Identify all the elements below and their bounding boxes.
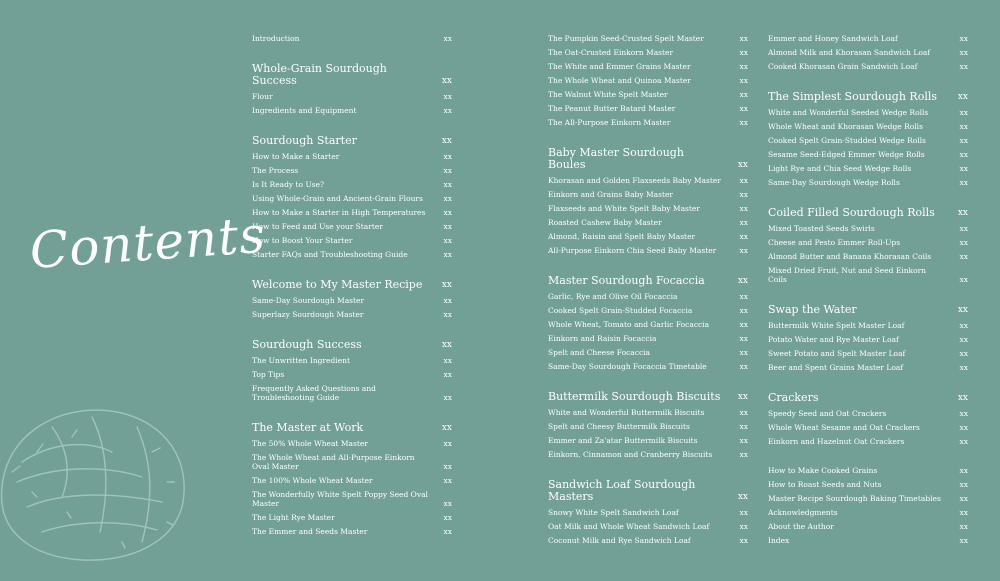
section-page-number: xx bbox=[957, 92, 968, 102]
toc-entry-page-number: xx bbox=[739, 521, 748, 531]
toc-entry-page-number: xx bbox=[443, 221, 452, 231]
toc-entry-label: Einkorn and Raisin Focaccia bbox=[548, 333, 657, 343]
toc-entry[interactable] bbox=[768, 463, 968, 477]
toc-section bbox=[548, 388, 748, 461]
toc-entry-label: Cooked Spelt Grain-Studded Wedge Rolls bbox=[768, 135, 926, 145]
toc-section-heading[interactable] bbox=[548, 144, 748, 173]
toc-entry-page-number: xx bbox=[959, 507, 968, 517]
toc-section-heading[interactable] bbox=[252, 419, 452, 436]
toc-entry[interactable] bbox=[252, 247, 452, 261]
toc-entry-label: The White and Emmer Grains Master bbox=[548, 61, 691, 71]
toc-entry-page-number: xx bbox=[739, 347, 748, 357]
toc-entry-label: The Oat-Crusted Einkorn Master bbox=[548, 47, 674, 57]
toc-entry-page-number: xx bbox=[739, 117, 748, 127]
toc-entry[interactable] bbox=[768, 477, 968, 491]
toc-entry-label: The 50% Whole Wheat Master bbox=[252, 438, 368, 448]
toc-entry[interactable] bbox=[768, 59, 968, 73]
toc-entry[interactable] bbox=[252, 205, 452, 219]
toc-entry-label: Same-Day Sourdough Master bbox=[252, 295, 365, 305]
toc-entry-page-number: xx bbox=[959, 47, 968, 57]
toc-entry-page-number: xx bbox=[739, 245, 748, 255]
toc-entry-label: Ingredients and Equipment bbox=[252, 105, 357, 115]
toc-column-3 bbox=[768, 31, 968, 562]
toc-entry-label: Cooked Khorasan Grain Sandwich Loaf bbox=[768, 61, 918, 71]
toc-column-1 bbox=[252, 31, 452, 553]
toc-entry[interactable] bbox=[548, 215, 748, 229]
toc-entry-page-number: xx bbox=[739, 291, 748, 301]
toc-entry[interactable] bbox=[548, 101, 748, 115]
section-page-number: xx bbox=[737, 160, 748, 170]
toc-entry-label: Same-Day Sourdough Focaccia Timetable bbox=[548, 361, 707, 371]
section-heading-text: Sourdough Starter bbox=[252, 134, 357, 147]
toc-entry[interactable] bbox=[252, 149, 452, 163]
toc-entry-page-number: xx bbox=[959, 521, 968, 531]
toc-section-heading[interactable] bbox=[252, 132, 452, 149]
toc-entry-label: Einkorn, Cinnamon and Cranberry Biscuits bbox=[548, 449, 713, 459]
toc-entry-page-number: xx bbox=[959, 465, 968, 475]
toc-entry-label: Roasted Cashew Baby Master bbox=[548, 217, 662, 227]
toc-entry-label: The Walnut White Spelt Master bbox=[548, 89, 668, 99]
toc-entry-page-number: xx bbox=[739, 33, 748, 43]
toc-entry-page-number: xx bbox=[959, 422, 968, 432]
toc-entry-page-number: xx bbox=[443, 235, 452, 245]
toc-entry-page-number: xx bbox=[959, 177, 968, 187]
toc-entry[interactable] bbox=[252, 367, 452, 381]
toc-entry-label: Beer and Spent Grains Master Loaf bbox=[768, 362, 904, 372]
section-heading-text: The Simplest Sourdough Rolls bbox=[768, 90, 938, 103]
section-heading-text: Welcome to My Master Recipe bbox=[252, 278, 423, 291]
toc-entry-label: The Whole Wheat and All-Purpose Einkorn Oval Master bbox=[252, 452, 415, 471]
toc-entry-page-number: xx bbox=[443, 475, 452, 485]
toc-entry-page-number: xx bbox=[739, 203, 748, 213]
toc-entry[interactable] bbox=[548, 345, 748, 359]
toc-entry-page-number: xx bbox=[959, 493, 968, 503]
toc-entry[interactable] bbox=[768, 491, 968, 505]
toc-entry-page-number: xx bbox=[443, 295, 452, 305]
toc-entry-label: Sweet Potato and Spelt Master Loaf bbox=[768, 348, 906, 358]
toc-entry-label: The Light Rye Master bbox=[252, 512, 335, 522]
toc-entry-label: Emmer and Honey Sandwich Loaf bbox=[768, 33, 898, 43]
toc-entry-page-number: xx bbox=[443, 33, 452, 43]
toc-section bbox=[548, 476, 748, 547]
toc-entry-label: Speedy Seed and Oat Crackers bbox=[768, 408, 887, 418]
toc-entry[interactable] bbox=[252, 103, 452, 117]
toc-entry-page-number: xx bbox=[443, 151, 452, 161]
toc-entry-page-number: xx bbox=[443, 355, 452, 365]
toc-entry[interactable] bbox=[252, 524, 452, 538]
toc-entry[interactable] bbox=[548, 303, 748, 317]
toc-entry-page-number: xx bbox=[443, 207, 452, 217]
toc-entry-label: Whole Wheat Sesame and Oat Crackers bbox=[768, 422, 920, 432]
toc-entry-label: Coconut Milk and Rye Sandwich Loaf bbox=[548, 535, 691, 545]
toc-entry-label: Mixed Toasted Seeds Swirls bbox=[768, 223, 875, 233]
toc-entry-label: Top Tips bbox=[252, 369, 285, 379]
toc-entry[interactable] bbox=[252, 89, 452, 103]
toc-entry-label: About the Author bbox=[768, 521, 834, 531]
toc-entry[interactable] bbox=[768, 533, 968, 547]
toc-entry-label: Whole Wheat, Tomato and Garlic Focaccia bbox=[548, 319, 710, 329]
toc-entry-page-number: xx bbox=[443, 105, 452, 115]
toc-entry-page-number: xx bbox=[739, 175, 748, 185]
toc-entry-page-number: xx bbox=[959, 251, 968, 261]
toc-entry-page-number: xx bbox=[739, 319, 748, 329]
toc-entry-page-number: xx bbox=[739, 217, 748, 227]
toc-entry[interactable] bbox=[252, 381, 452, 404]
toc-entry-page-number: xx bbox=[739, 361, 748, 371]
toc-entry-label: Einkorn and Grains Baby Master bbox=[548, 189, 674, 199]
toc-section bbox=[252, 336, 452, 404]
toc-entry[interactable] bbox=[768, 434, 968, 448]
toc-entry-label: Master Recipe Sourdough Baking Timetables bbox=[768, 493, 941, 503]
section-heading-text: Whole-Grain Sourdough Success bbox=[252, 62, 387, 87]
toc-entry-page-number: xx bbox=[739, 189, 748, 199]
toc-entry-label: Acknowledgments bbox=[768, 507, 838, 517]
toc-entry-page-number: xx bbox=[959, 121, 968, 131]
toc-entry-label: Snowy White Spelt Sandwich Loaf bbox=[548, 507, 679, 517]
toc-entry[interactable] bbox=[768, 235, 968, 249]
section-page-number: xx bbox=[441, 340, 452, 350]
toc-entry[interactable] bbox=[768, 505, 968, 519]
toc-entry[interactable] bbox=[548, 419, 748, 433]
toc-entry-label: Spelt and Cheesy Buttermilk Biscuits bbox=[548, 421, 690, 431]
toc-entry-label: Khorasan and Golden Flaxseeds Baby Master bbox=[548, 175, 721, 185]
section-page-number: xx bbox=[441, 423, 452, 433]
toc-entry[interactable] bbox=[768, 332, 968, 346]
toc-entry-page-number: xx bbox=[443, 526, 452, 536]
section-page-number: xx bbox=[737, 492, 748, 502]
section-page-number: xx bbox=[957, 393, 968, 403]
toc-section bbox=[252, 276, 452, 321]
toc-entry-label: Potato Water and Rye Master Loaf bbox=[768, 334, 899, 344]
toc-entry-page-number: xx bbox=[443, 498, 452, 508]
toc-entry-label: How to Feed and Use your Starter bbox=[252, 221, 383, 231]
toc-entry-label: The Whole Wheat and Quinoa Master bbox=[548, 75, 691, 85]
toc-entry-page-number: xx bbox=[959, 274, 968, 284]
toc-entry-label: Frequently Asked Questions and Troubleshooting Guide bbox=[252, 383, 376, 402]
toc-entry-page-number: xx bbox=[959, 237, 968, 247]
section-page-number: xx bbox=[957, 305, 968, 315]
toc-entry-label: Starter FAQs and Troubleshooting Guide bbox=[252, 249, 408, 259]
toc-entry[interactable] bbox=[768, 105, 968, 119]
toc-section bbox=[252, 132, 452, 261]
toc-entry[interactable] bbox=[252, 191, 452, 205]
toc-entry-label: How to Boost Your Starter bbox=[252, 235, 353, 245]
toc-entry-page-number: xx bbox=[739, 507, 748, 517]
toc-section-heading[interactable] bbox=[252, 276, 452, 293]
toc-entry-label: Introduction bbox=[252, 33, 300, 43]
toc-entry-label: The Pumpkin Seed-Crusted Spelt Master bbox=[548, 33, 704, 43]
toc-section bbox=[252, 31, 452, 45]
toc-entry[interactable] bbox=[548, 331, 748, 345]
toc-entry-page-number: xx bbox=[739, 75, 748, 85]
toc-entry-label: How to Make a Starter in High Temperatures bbox=[252, 207, 426, 217]
toc-entry-label: Spelt and Cheese Focaccia bbox=[548, 347, 651, 357]
section-page-number: xx bbox=[737, 276, 748, 286]
toc-entry[interactable] bbox=[548, 433, 748, 447]
toc-entry[interactable] bbox=[548, 519, 748, 533]
toc-entry-page-number: xx bbox=[959, 334, 968, 344]
toc-entry[interactable] bbox=[768, 318, 968, 332]
toc-entry-page-number: xx bbox=[959, 135, 968, 145]
toc-entry-page-number: xx bbox=[739, 421, 748, 431]
toc-entry[interactable] bbox=[252, 31, 452, 45]
section-page-number: xx bbox=[441, 136, 452, 146]
toc-entry-label: Whole Wheat and Khorasan Wedge Rolls bbox=[768, 121, 923, 131]
toc-entry-label: All-Purpose Einkorn Chia Seed Baby Master bbox=[548, 245, 717, 255]
toc-entry[interactable] bbox=[548, 289, 748, 303]
section-page-number: xx bbox=[957, 208, 968, 218]
toc-entry-label: Emmer and Za'atar Buttermilk Biscuits bbox=[548, 435, 698, 445]
toc-section bbox=[768, 301, 968, 374]
toc-entry-label: Superlazy Sourdough Master bbox=[252, 309, 364, 319]
toc-entry-page-number: xx bbox=[443, 309, 452, 319]
toc-entry-page-number: xx bbox=[739, 333, 748, 343]
toc-entry-label: Same-Day Sourdough Wedge Rolls bbox=[768, 177, 900, 187]
toc-entry-label: How to Make a Starter bbox=[252, 151, 340, 161]
toc-entry-label: Light Rye and Chia Seed Wedge Rolls bbox=[768, 163, 912, 173]
toc-entry[interactable] bbox=[252, 163, 452, 177]
toc-entry-label: Cooked Spelt Grain-Studded Focaccia bbox=[548, 305, 693, 315]
toc-entry-page-number: xx bbox=[739, 435, 748, 445]
toc-entry-page-number: xx bbox=[443, 193, 452, 203]
contents-title: Contents bbox=[27, 205, 268, 280]
toc-entry-page-number: xx bbox=[959, 149, 968, 159]
section-heading-text: Crackers bbox=[768, 391, 819, 404]
toc-entry[interactable] bbox=[768, 119, 968, 133]
toc-entry-page-number: xx bbox=[959, 223, 968, 233]
toc-entry-page-number: xx bbox=[959, 33, 968, 43]
toc-section-heading[interactable] bbox=[768, 389, 968, 406]
toc-entry-label: Almond Butter and Banana Khorasan Coils bbox=[768, 251, 932, 261]
toc-entry-label: The Unwritten Ingredient bbox=[252, 355, 350, 365]
toc-entry-page-number: xx bbox=[959, 163, 968, 173]
toc-section-heading[interactable] bbox=[252, 60, 452, 89]
toc-entry-label: Cheese and Pesto Emmer Roll-Ups bbox=[768, 237, 901, 247]
bread-loaf-illustration bbox=[0, 392, 192, 567]
toc-entry[interactable] bbox=[768, 420, 968, 434]
toc-entry-page-number: xx bbox=[739, 231, 748, 241]
toc-entry-label: Garlic, Rye and Olive Oil Focaccia bbox=[548, 291, 678, 301]
toc-entry[interactable] bbox=[252, 473, 452, 487]
toc-entry-label: Einkorn and Hazelnut Oat Crackers bbox=[768, 436, 905, 446]
toc-entry[interactable] bbox=[548, 405, 748, 419]
toc-entry-page-number: xx bbox=[739, 47, 748, 57]
toc-entry-label: Is It Ready to Use? bbox=[252, 179, 325, 189]
toc-entry[interactable] bbox=[548, 359, 748, 373]
toc-entry-page-number: xx bbox=[443, 512, 452, 522]
toc-entry[interactable] bbox=[768, 406, 968, 420]
toc-entry-label: Oat Milk and Whole Wheat Sandwich Loaf bbox=[548, 521, 710, 531]
toc-section-heading[interactable] bbox=[252, 336, 452, 353]
toc-entry-label: Flaxseeds and White Spelt Baby Master bbox=[548, 203, 700, 213]
toc-entry[interactable] bbox=[768, 31, 968, 45]
toc-entry-label: Almond Milk and Khorasan Sandwich Loaf bbox=[768, 47, 931, 57]
toc-column-2 bbox=[548, 31, 748, 562]
toc-entry-page-number: xx bbox=[443, 369, 452, 379]
toc-entry[interactable] bbox=[548, 73, 748, 87]
section-heading-text: Buttermilk Sourdough Biscuits bbox=[548, 390, 721, 403]
toc-entry-page-number: xx bbox=[959, 362, 968, 372]
toc-entry-label: Using Whole-Grain and Ancient-Grain Flours bbox=[252, 193, 423, 203]
toc-entry[interactable] bbox=[768, 519, 968, 533]
toc-entry-page-number: xx bbox=[443, 392, 452, 402]
toc-entry-page-number: xx bbox=[739, 407, 748, 417]
toc-entry[interactable] bbox=[548, 45, 748, 59]
toc-entry-label: Almond, Raisin and Spelt Baby Master bbox=[548, 231, 696, 241]
toc-entry[interactable] bbox=[548, 243, 748, 257]
toc-entry[interactable] bbox=[252, 510, 452, 524]
toc-entry-label: Mixed Dried Fruit, Nut and Seed Einkorn Coils bbox=[768, 265, 927, 284]
toc-entry[interactable] bbox=[548, 59, 748, 73]
toc-entry[interactable] bbox=[252, 233, 452, 247]
toc-section bbox=[768, 463, 968, 547]
toc-entry[interactable] bbox=[548, 31, 748, 45]
toc-entry-label: The All-Purpose Einkorn Master bbox=[548, 117, 671, 127]
toc-entry-page-number: xx bbox=[959, 320, 968, 330]
section-page-number: xx bbox=[441, 280, 452, 290]
toc-entry-page-number: xx bbox=[443, 249, 452, 259]
section-heading-text: Sourdough Success bbox=[252, 338, 362, 351]
toc-entry-page-number: xx bbox=[739, 89, 748, 99]
toc-entry[interactable] bbox=[768, 45, 968, 59]
toc-section bbox=[548, 144, 748, 257]
section-page-number: xx bbox=[441, 76, 452, 86]
toc-entry-page-number: xx bbox=[739, 61, 748, 71]
section-heading-text: Swap the Water bbox=[768, 303, 857, 316]
toc-entry-label: Flour bbox=[252, 91, 273, 101]
toc-entry-label: White and Wonderful Seeded Wedge Rolls bbox=[768, 107, 929, 117]
toc-entry-page-number: xx bbox=[443, 165, 452, 175]
toc-entry-page-number: xx bbox=[443, 91, 452, 101]
section-heading-text: The Master at Work bbox=[252, 421, 364, 434]
toc-entry-page-number: xx bbox=[443, 179, 452, 189]
toc-entry-page-number: xx bbox=[959, 107, 968, 117]
toc-entry[interactable] bbox=[768, 249, 968, 263]
toc-entry-page-number: xx bbox=[739, 449, 748, 459]
toc-entry[interactable] bbox=[252, 177, 452, 191]
toc-entry[interactable] bbox=[548, 173, 748, 187]
toc-section-heading[interactable] bbox=[768, 301, 968, 318]
toc-entry[interactable] bbox=[548, 533, 748, 547]
toc-entry-label: The 100% Whole Wheat Master bbox=[252, 475, 373, 485]
toc-section bbox=[768, 31, 968, 73]
toc-entry-label: How to Roast Seeds and Nuts bbox=[768, 479, 882, 489]
toc-entry[interactable] bbox=[548, 187, 748, 201]
toc-section bbox=[768, 389, 968, 448]
toc-entry[interactable] bbox=[768, 175, 968, 189]
toc-entry-page-number: xx bbox=[443, 461, 452, 471]
toc-entry[interactable] bbox=[252, 450, 452, 473]
toc-section-heading[interactable] bbox=[768, 88, 968, 105]
toc-entry-page-number: xx bbox=[959, 348, 968, 358]
toc-entry-page-number: xx bbox=[739, 103, 748, 113]
toc-entry[interactable] bbox=[548, 201, 748, 215]
toc-entry[interactable] bbox=[548, 229, 748, 243]
toc-entry-page-number: xx bbox=[959, 535, 968, 545]
toc-entry[interactable] bbox=[548, 87, 748, 101]
toc-entry-label: The Emmer and Seeds Master bbox=[252, 526, 368, 536]
toc-section-heading[interactable] bbox=[548, 388, 748, 405]
toc-entry[interactable] bbox=[768, 346, 968, 360]
section-heading-text: Coiled Filled Sourdough Rolls bbox=[768, 206, 935, 219]
toc-entry-label: Index bbox=[768, 535, 790, 545]
toc-entry[interactable] bbox=[252, 219, 452, 233]
toc-entry[interactable] bbox=[252, 293, 452, 307]
toc-entry[interactable] bbox=[768, 161, 968, 175]
toc-section bbox=[548, 31, 748, 129]
toc-entry[interactable] bbox=[768, 221, 968, 235]
toc-entry-label: Sesame Seed-Edged Emmer Wedge Rolls bbox=[768, 149, 925, 159]
toc-entry[interactable] bbox=[548, 115, 748, 129]
toc-entry-page-number: xx bbox=[443, 438, 452, 448]
toc-entry-label: The Peanut Butter Batard Master bbox=[548, 103, 676, 113]
toc-entry-page-number: xx bbox=[739, 535, 748, 545]
toc-entry[interactable] bbox=[548, 505, 748, 519]
toc-section-heading[interactable] bbox=[768, 204, 968, 221]
section-heading-text: Master Sourdough Focaccia bbox=[548, 274, 705, 287]
section-heading-text: Baby Master Sourdough Boules bbox=[548, 146, 684, 171]
toc-entry-label: How to Make Cooked Grains bbox=[768, 465, 878, 475]
toc-entry-page-number: xx bbox=[959, 436, 968, 446]
toc-entry[interactable] bbox=[252, 436, 452, 450]
toc-entry-page-number: xx bbox=[959, 61, 968, 71]
toc-entry-page-number: xx bbox=[739, 305, 748, 315]
toc-entry[interactable] bbox=[768, 360, 968, 374]
toc-entry[interactable] bbox=[252, 353, 452, 367]
toc-entry-label: The Process bbox=[252, 165, 299, 175]
toc-entry-page-number: xx bbox=[959, 408, 968, 418]
toc-entry[interactable] bbox=[768, 263, 968, 286]
toc-section bbox=[548, 272, 748, 373]
toc-entry[interactable] bbox=[252, 487, 452, 510]
toc-entry[interactable] bbox=[252, 307, 452, 321]
toc-entry-label: The Wonderfully White Spelt Poppy Seed Oval Master bbox=[252, 489, 428, 508]
toc-section bbox=[252, 60, 452, 117]
toc-entry[interactable] bbox=[768, 147, 968, 161]
section-heading-text: Sandwich Loaf Sourdough Masters bbox=[548, 478, 696, 503]
section-page-number: xx bbox=[737, 392, 748, 402]
toc-entry[interactable] bbox=[768, 133, 968, 147]
toc-section-heading[interactable] bbox=[548, 476, 748, 505]
toc-section-heading[interactable] bbox=[548, 272, 748, 289]
toc-entry-page-number: xx bbox=[959, 479, 968, 489]
toc-section bbox=[252, 419, 452, 538]
toc-section bbox=[768, 88, 968, 189]
toc-entry-label: White and Wonderful Buttermilk Biscuits bbox=[548, 407, 705, 417]
toc-entry[interactable] bbox=[548, 447, 748, 461]
toc-entry[interactable] bbox=[548, 317, 748, 331]
toc-section bbox=[768, 204, 968, 286]
toc-entry-label: Buttermilk White Spelt Master Loaf bbox=[768, 320, 905, 330]
